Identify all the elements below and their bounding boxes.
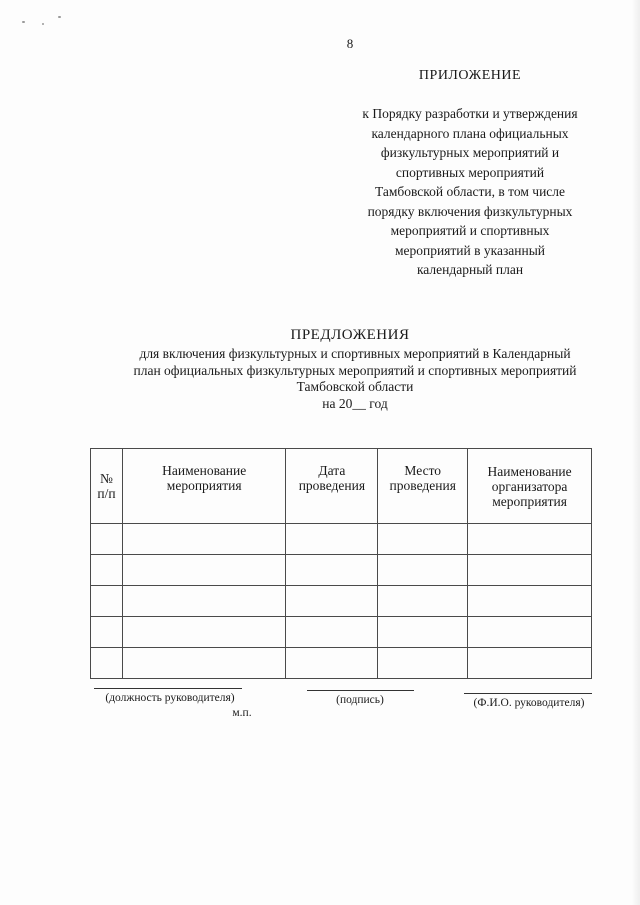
table-cell[interactable] <box>468 586 592 617</box>
column-header-venue: Место проведения <box>378 449 468 524</box>
table-cell[interactable] <box>468 648 592 679</box>
table-row <box>91 586 592 617</box>
column-header-organizer: Наименование организатора мероприятия <box>468 449 592 524</box>
scan-speck <box>58 16 61 18</box>
subtitle-line: Тамбовской области <box>296 379 414 394</box>
table-cell[interactable] <box>122 648 286 679</box>
table-row <box>91 524 592 555</box>
table-cell[interactable] <box>378 555 468 586</box>
appendix-line: мероприятий в указанный <box>394 242 546 258</box>
table-cell[interactable] <box>91 586 123 617</box>
scan-speck <box>22 21 25 23</box>
position-caption: (должность руководителя) <box>105 692 235 704</box>
document-title: ПРЕДЛОЖЕНИЯ <box>290 327 410 343</box>
table-header-row <box>91 449 592 524</box>
subtitle-line: план официальных физкультурных мероприятий и спортивных мероприятий <box>133 362 577 378</box>
table-cell[interactable] <box>91 648 123 679</box>
table-cell[interactable] <box>286 648 378 679</box>
signature-line <box>307 690 414 691</box>
table-cell[interactable] <box>91 555 123 586</box>
table-cell[interactable] <box>378 617 468 648</box>
table-cell[interactable] <box>468 617 592 648</box>
appendix-line: мероприятий и спортивных <box>390 223 550 238</box>
appendix-line: календарный план <box>416 262 524 277</box>
scan-speck <box>42 23 44 25</box>
table-cell[interactable] <box>468 524 592 555</box>
table-cell[interactable] <box>286 555 378 586</box>
appendix-line: спортивных мероприятий <box>395 164 545 180</box>
table-row <box>91 648 592 679</box>
table-cell[interactable] <box>378 648 468 679</box>
table-row <box>91 617 592 648</box>
table-cell[interactable] <box>122 617 286 648</box>
name-caption: (Ф.И.О. руководителя) <box>473 697 585 709</box>
table-cell[interactable] <box>122 524 286 555</box>
position-signature-line <box>94 688 242 689</box>
table-cell[interactable] <box>286 586 378 617</box>
table-cell[interactable] <box>378 586 468 617</box>
column-header-date: Дата проведения <box>286 449 378 524</box>
document-subtitle <box>60 346 640 412</box>
table-cell[interactable] <box>122 586 286 617</box>
appendix-line: календарного плана официальных <box>371 125 569 141</box>
appendix-line: к Порядку разработки и утверждения <box>362 106 578 121</box>
appendix-line: порядку включения физкультурных <box>367 203 573 219</box>
stamp-caption: м.п. <box>232 707 252 719</box>
table-row <box>91 555 592 586</box>
table-cell[interactable] <box>91 617 123 648</box>
appendix-reference <box>330 104 610 280</box>
scan-edge-shadow <box>632 0 640 905</box>
appendix-heading: ПРИЛОЖЕНИЕ <box>418 68 522 83</box>
table-cell[interactable] <box>286 617 378 648</box>
appendix-line: физкультурных мероприятий и <box>380 145 560 160</box>
name-signature-line <box>464 693 592 694</box>
table-cell[interactable] <box>286 524 378 555</box>
table-cell[interactable] <box>122 555 286 586</box>
column-header-event-name: Наименование мероприятия <box>122 449 286 524</box>
subtitle-line: для включения физкультурных и спортивных мероприятий в Календарный <box>139 346 571 361</box>
subtitle-line: на 20__ год <box>322 395 388 411</box>
column-header-number: № п/п <box>91 449 123 524</box>
signature-caption: (подпись) <box>336 694 384 706</box>
proposals-table <box>90 448 592 679</box>
table-cell[interactable] <box>378 524 468 555</box>
table-cell[interactable] <box>468 555 592 586</box>
page-number: 8 <box>346 36 354 51</box>
table-cell[interactable] <box>91 524 123 555</box>
appendix-line: Тамбовской области, в том числе <box>374 184 566 199</box>
